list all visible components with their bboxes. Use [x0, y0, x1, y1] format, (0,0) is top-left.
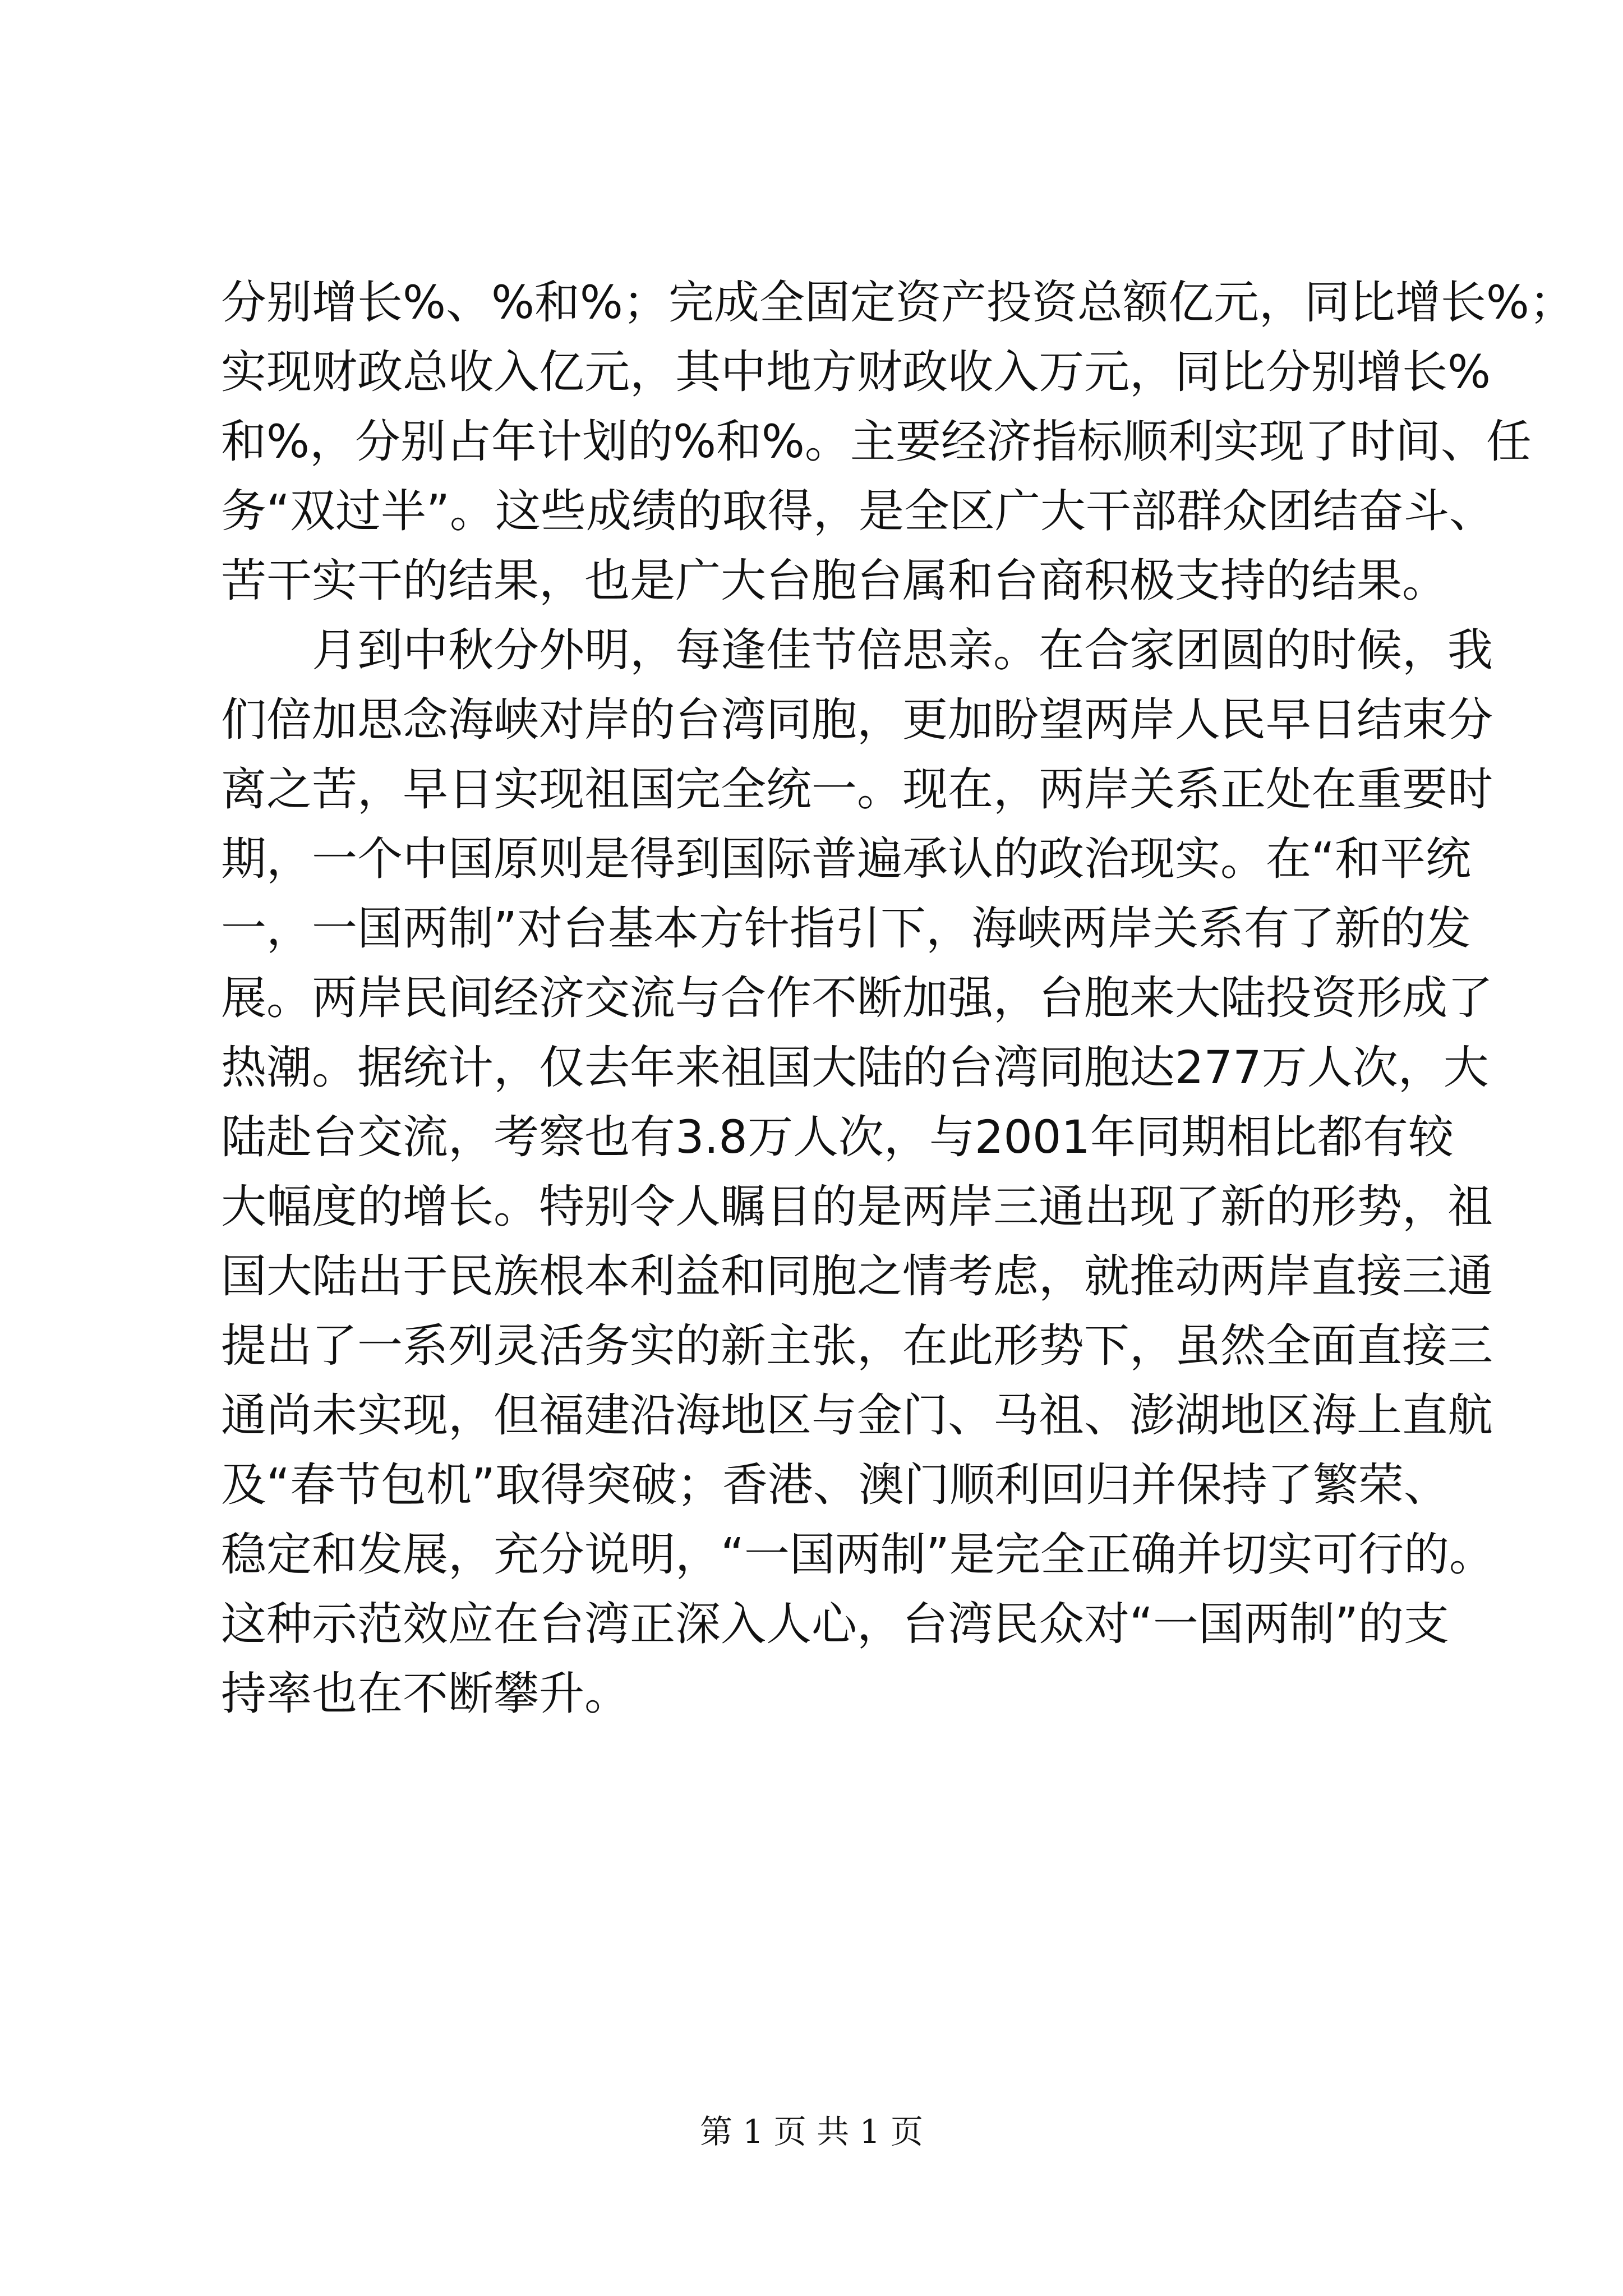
text-line: 这种示范效应在台湾正深入人心，台湾民众对“一国两制”的支: [221, 1598, 1449, 1651]
text-line: 展。两岸民间经济交流与合作不断加强，台胞来大陆投资形成了: [221, 972, 1493, 1025]
text-line: 期，一个中国原则是得到国际普遍承认的政治现实。在“和平统: [221, 833, 1471, 886]
text-line: 们倍加思念海峡对岸的台湾同胞，更加盼望两岸人民早日结束分: [221, 694, 1493, 747]
text-line: 持率也在不断攀升。: [221, 1668, 630, 1720]
text-line: 热潮。据统计，仅去年来祖国大陆的台湾同胞达277万人次，大: [221, 1042, 1489, 1094]
text-line: 陆赴台交流，考察也有3.8万人次，与2001年同期相比都有较: [221, 1111, 1454, 1164]
text-line: 和%，分别占年计划的%和%。主要经济指标顺利实现了时间、任: [221, 416, 1532, 468]
text-line: 实现财政总收入亿元，其中地方财政收入万元，同比分别增长%: [221, 346, 1491, 399]
page-number-footer: 第 1 页 共 1 页: [700, 2113, 923, 2151]
text-line: 分别增长%、%和%；完成全固定资产投资总额亿元，同比增长%；: [221, 277, 1575, 329]
paragraph-2: [221, 616, 1495, 1729]
text-line: 通尚未实现，但福建沿海地区与金门、马祖、澎湖地区海上直航: [221, 1389, 1493, 1442]
text-line: 离之苦，早日实现祖国完全统一。现在，两岸关系正处在重要时: [221, 763, 1493, 816]
text-line: 务“双过半”。这些成绩的取得，是全区广大干部群众团结奋斗、: [221, 485, 1495, 538]
text-line: 及“春节包机”取得突破；香港、澳门顺利回归并保持了繁荣、: [221, 1459, 1449, 1512]
text-line: 月到中秋分外明，每逢佳节倍思亲。在合家团圆的时候，我: [312, 624, 1493, 677]
text-line: 国大陆出于民族根本利益和同胞之情考虑，就推动两岸直接三通: [221, 1250, 1493, 1303]
paragraph-1: [221, 268, 1575, 616]
document-body: [221, 268, 1575, 1729]
text-line: 提出了一系列灵活务实的新主张，在此形势下，虽然全面直接三: [221, 1320, 1493, 1373]
text-line: 稳定和发展，充分说明，“一国两制”是完全正确并切实可行的。: [221, 1529, 1495, 1581]
text-line: 一，一国两制”对台基本方针指引下，海峡两岸关系有了新的发: [221, 903, 1471, 955]
text-line: 大幅度的增长。特别令人瞩目的是两岸三通出现了新的形势，祖: [221, 1181, 1493, 1234]
text-line: 苦干实干的结果，也是广大台胞台属和台商积极支持的结果。: [221, 555, 1448, 608]
